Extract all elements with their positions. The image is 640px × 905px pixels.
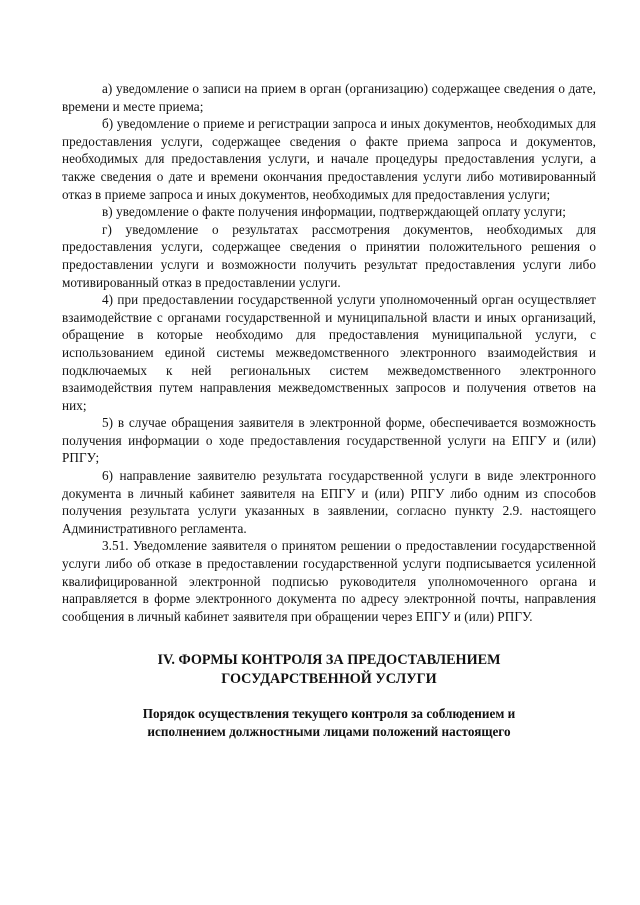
paragraph-notification-b: б) уведомление о приеме и регистрации запроса и иных документов, необходимых для предоставления услуги, содержащее сведения о факте приема запроса и документов, необходимых для предоставления услуги, и начале процедуры предоставления услуги, а также сведения о дате и времени окончания предоставления услуги либо мотивированный отказ в приеме запроса и иных документов, необходимых для предоставления услуги; <box>62 116 596 202</box>
document-page <box>62 80 596 741</box>
paragraph-item-6: 6) направление заявителю результата государственной услуги в виде электронного документа в личный кабинет заявителя на ЕПГУ и (или) РПГУ либо одним из способов получения результата услуги указанных в заявлении, согласно пункту 2.9. настоящего Административного регламента. <box>62 468 596 536</box>
section-heading-line-1: IV. ФОРМЫ КОНТРОЛЯ ЗА ПРЕДОСТАВЛЕНИЕМ <box>157 652 501 669</box>
paragraph-item-4: 4) при предоставлении государственной услуги уполномоченный орган осуществляет взаимодействие с органами государственной и муниципальной власти и иных организаций, обращение в которые необходимо для предоставления муниципальной услуги, с использованием единой системы межведомственного электронного взаимодействия и подключаемых к ней региональных систем межведомственного электронного взаимодействия путем направления межведомственных запросов и получения ответов на них; <box>62 292 596 413</box>
paragraph-item-5: 5) в случае обращения заявителя в электронной форме, обеспечивается возможность получения информации о ходе предоставления государственной услуги на ЕПГУ и (или) РПГУ; <box>62 415 596 466</box>
subsection-heading-line-1: Порядок осуществления текущего контроля за соблюдением и <box>142 706 516 722</box>
paragraph-notification-g: г) уведомление о результатах рассмотрения документов, необходимых для предоставления услуги, содержащее сведения о принятии положительного решения о предоставлении услуги и возможности получить результат предоставления услуги либо мотивированный отказ в предоставлении услуги. <box>62 221 596 290</box>
paragraph-3-51: 3.51. Уведомление заявителя о принятом решении о предоставлении государственной услуги либо об отказе в предоставлении государственной услуги подписывается усиленной квалифицированной электронной подписью руководителя уполномоченного органа и направляется в форме электронного документа по адресу электронной почты, направления сообщения в личный кабинет заявителя при обращении через ЕПГУ и (или) РПГУ. <box>62 538 596 624</box>
section-heading-line-2: ГОСУДАРСТВЕННОЙ УСЛУГИ <box>221 671 437 688</box>
paragraph-notification-v: в) уведомление о факте получения информации, подтверждающей оплату услуги; <box>102 204 566 220</box>
paragraph-notification-a: а) уведомление о записи на прием в орган (организацию) содержащее сведения о дате, времени и месте приема; <box>62 81 596 114</box>
section-heading <box>62 651 596 689</box>
subsection-heading-line-2: исполнением должностными лицами положений настоящего <box>147 724 511 739</box>
subsection-heading <box>62 705 596 740</box>
